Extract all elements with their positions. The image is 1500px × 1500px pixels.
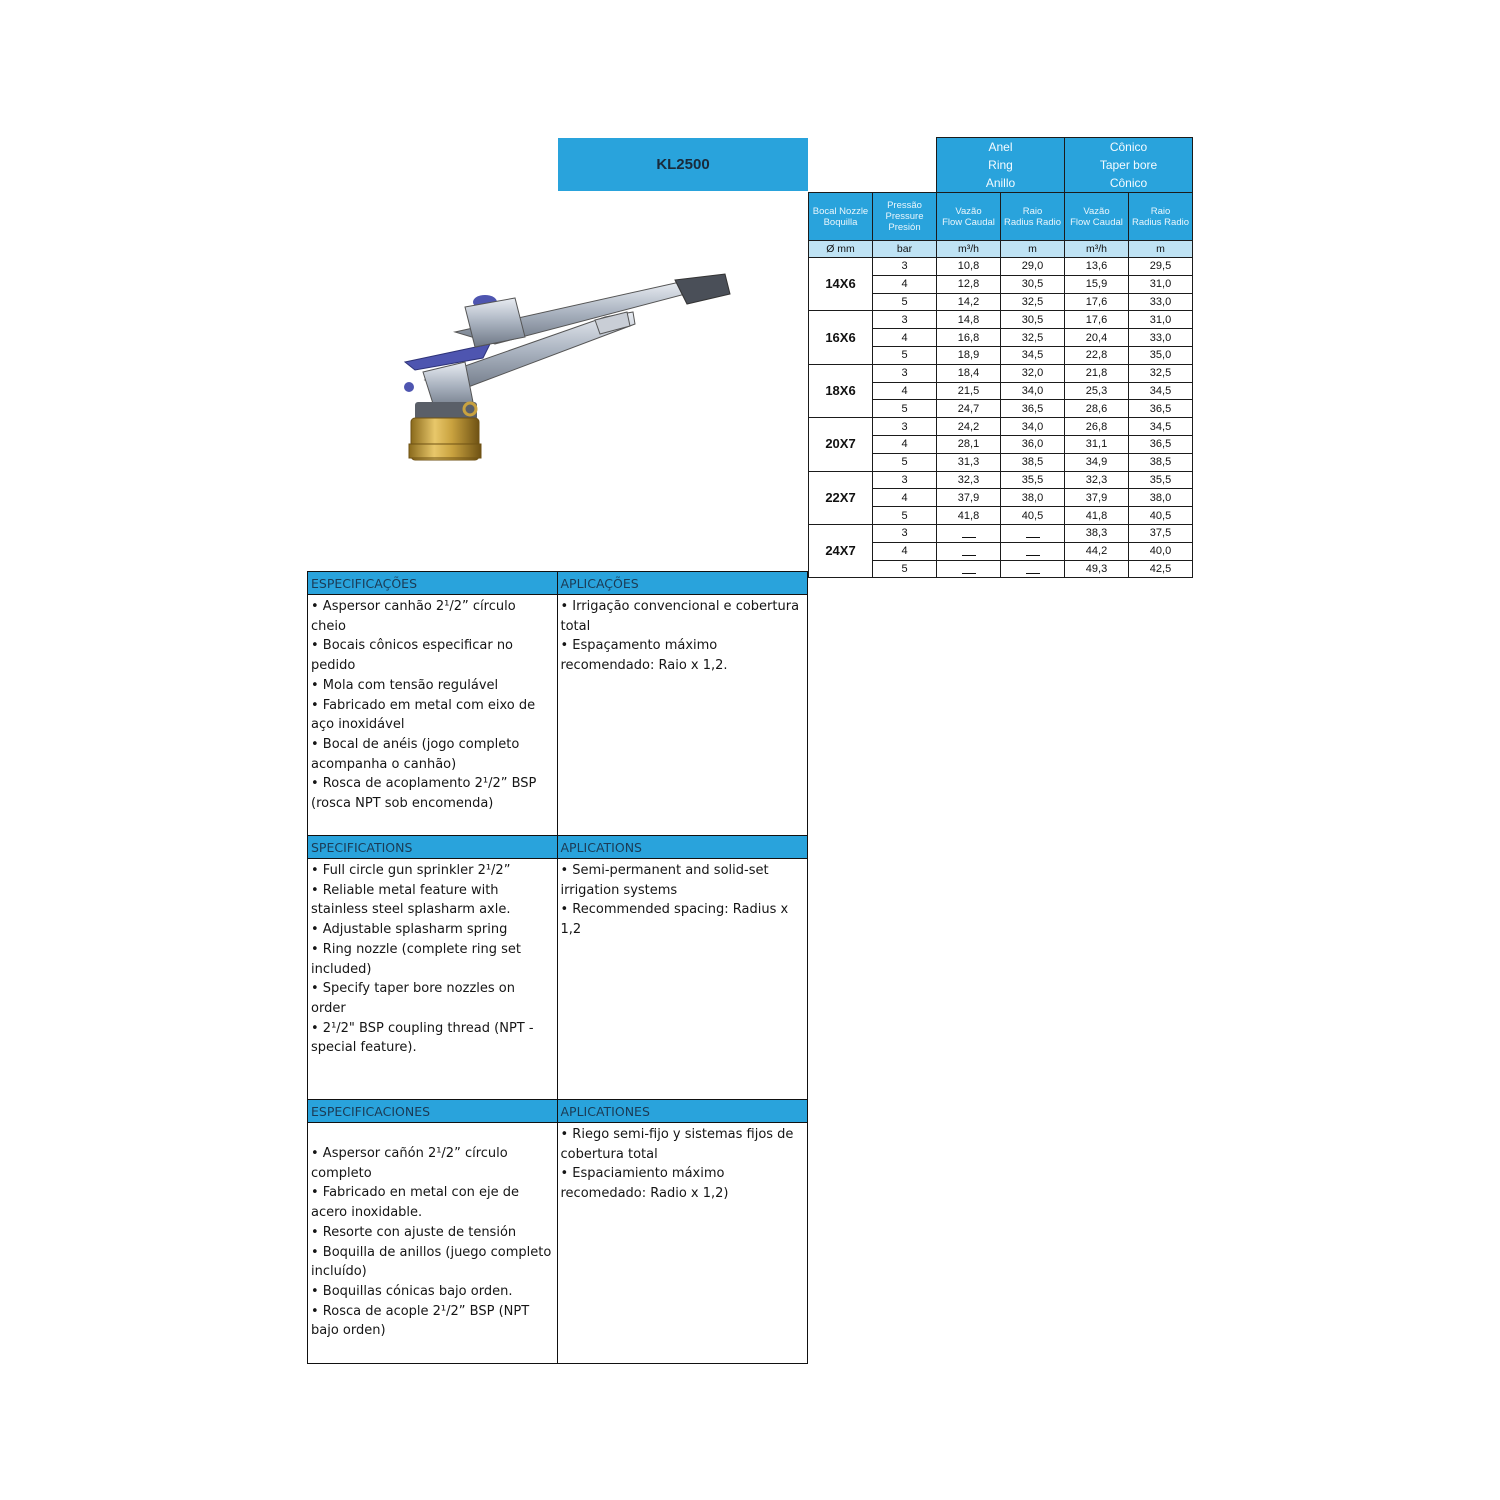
- value-cell: 31,3: [937, 453, 1001, 471]
- list-item: • Boquilla de anillos (juego completo incluído): [311, 1244, 552, 1280]
- list-item: • Resorte con ajuste de tensión: [311, 1224, 517, 1240]
- value-cell: 36,5: [1001, 400, 1065, 418]
- value-cell: 22,8: [1065, 346, 1129, 364]
- list-item: • Riego semi-fijo y sistemas fijos de cobertura total: [560, 1127, 794, 1162]
- value-cell: 32,5: [1001, 293, 1065, 311]
- spec-title-en: SPECIFICATIONS: [308, 835, 557, 859]
- value-cell: 3: [873, 418, 937, 436]
- unit-cell: m³/h: [937, 241, 1001, 258]
- value-cell: 17,6: [1065, 311, 1129, 329]
- unit-cell: m: [1129, 241, 1193, 258]
- list-item: • Bocal de anéis (jogo completo acompanha o canhão): [311, 736, 520, 772]
- value-cell: 5: [873, 453, 937, 471]
- value-cell: 14,8: [937, 311, 1001, 329]
- value-cell: 20,4: [1065, 329, 1129, 347]
- value-cell: 31,1: [1065, 435, 1129, 453]
- value-cell: 34,5: [1001, 346, 1065, 364]
- app-list-pt: [558, 595, 808, 835]
- nozzle-cell: 24X7: [809, 524, 873, 577]
- value-cell: 13,6: [1065, 258, 1129, 276]
- value-cell: 5: [873, 400, 937, 418]
- value-cell: 4: [873, 435, 937, 453]
- app-title-en: APLICATIONS: [558, 835, 808, 859]
- value-cell: 5: [873, 560, 937, 578]
- value-cell: 26,8: [1065, 418, 1129, 436]
- value-cell: 44,2: [1065, 542, 1129, 560]
- app-title-es: APLICATIONES: [558, 1099, 808, 1123]
- value-cell: 40,0: [1129, 542, 1193, 560]
- value-cell: 5: [873, 293, 937, 311]
- nozzle-cell: 18X6: [809, 364, 873, 417]
- value-cell: 34,0: [1001, 382, 1065, 400]
- value-cell: 32,0: [1001, 364, 1065, 382]
- value-cell: 29,0: [1001, 258, 1065, 276]
- taper-group-header: Cônico Taper bore Cônico: [1065, 138, 1193, 193]
- dash-placeholder: [962, 549, 976, 556]
- dash-placeholder: [1026, 549, 1040, 556]
- col-header-ring-flow: Vazão Flow Caudal: [937, 193, 1001, 241]
- list-item: • Ring nozzle (complete ring set included): [311, 941, 522, 977]
- dash-placeholder: [1026, 567, 1040, 574]
- nozzle-cell: 22X7: [809, 471, 873, 524]
- ring-group-header: Anel Ring Anillo: [937, 138, 1065, 193]
- product-title: KL2500: [558, 138, 808, 191]
- value-cell: 30,5: [1001, 275, 1065, 293]
- table-row: [809, 311, 1193, 329]
- nozzle-cell: 16X6: [809, 311, 873, 364]
- nozzle-cell: 20X7: [809, 418, 873, 471]
- value-cell: 42,5: [1129, 560, 1193, 578]
- value-cell: 18,9: [937, 346, 1001, 364]
- value-cell: 17,6: [1065, 293, 1129, 311]
- list-item: • Espaçamento máximo recomendado: Raio x 1,2.: [560, 638, 728, 674]
- list-item: • Recommended spacing: Radius x 1,2: [560, 902, 789, 938]
- list-item: • Boquillas cónicas bajo orden.: [311, 1283, 513, 1299]
- value-cell: 3: [873, 258, 937, 276]
- unit-cell: m³/h: [1065, 241, 1129, 258]
- dash-placeholder: [962, 531, 976, 538]
- value-cell: 10,8: [937, 258, 1001, 276]
- list-item: • Mola com tensão regulável: [311, 677, 499, 693]
- list-item: • Bocais cônicos especificar no pedido: [311, 638, 514, 674]
- unit-cell: bar: [873, 241, 937, 258]
- value-cell: 38,0: [1129, 489, 1193, 507]
- spec-title-pt: ESPECIFICAÇÕES: [308, 572, 557, 595]
- table-row: [809, 364, 1193, 382]
- value-cell: 3: [873, 311, 937, 329]
- value-cell: 41,8: [1065, 507, 1129, 525]
- table-row: [809, 418, 1193, 436]
- value-cell: 36,5: [1129, 400, 1193, 418]
- value-cell: [937, 560, 1001, 578]
- value-cell: 33,0: [1129, 293, 1193, 311]
- value-cell: 37,5: [1129, 524, 1193, 542]
- spec-grid: [307, 571, 808, 1364]
- dash-placeholder: [962, 567, 976, 574]
- value-cell: 34,5: [1129, 418, 1193, 436]
- value-cell: 16,8: [937, 329, 1001, 347]
- col-header-nozzle: Bocal Nozzle Boquilla: [809, 193, 873, 241]
- list-item: • 2¹/2" BSP coupling thread (NPT - special feature).: [311, 1020, 534, 1056]
- spec-title-es: ESPECIFICACIONES: [308, 1099, 557, 1123]
- value-cell: 38,3: [1065, 524, 1129, 542]
- list-item: • Irrigação convencional e cobertura total: [560, 599, 800, 634]
- value-cell: 4: [873, 382, 937, 400]
- value-cell: 5: [873, 507, 937, 525]
- value-cell: 31,0: [1129, 275, 1193, 293]
- col-header-taper-radius: Raio Radius Radio: [1129, 193, 1193, 241]
- value-cell: 18,4: [937, 364, 1001, 382]
- value-cell: 34,9: [1065, 453, 1129, 471]
- value-cell: 34,5: [1129, 382, 1193, 400]
- app-list-en: [558, 859, 808, 1099]
- value-cell: 32,5: [1001, 329, 1065, 347]
- value-cell: [1001, 524, 1065, 542]
- value-cell: 40,5: [1129, 507, 1193, 525]
- nozzle-cell: 14X6: [809, 258, 873, 311]
- value-cell: 3: [873, 524, 937, 542]
- value-cell: [937, 542, 1001, 560]
- value-cell: 40,5: [1001, 507, 1065, 525]
- dash-placeholder: [1026, 531, 1040, 538]
- col-header-taper-flow: Vazão Flow Caudal: [1065, 193, 1129, 241]
- value-cell: 38,5: [1001, 453, 1065, 471]
- value-cell: [937, 524, 1001, 542]
- value-cell: 32,5: [1129, 364, 1193, 382]
- value-cell: 37,9: [937, 489, 1001, 507]
- value-cell: 4: [873, 542, 937, 560]
- list-item: • Espaciamiento máximo recomedado: Radio x 1,2): [560, 1166, 729, 1202]
- list-item: • Adjustable splasharm spring: [311, 922, 508, 938]
- value-cell: 30,5: [1001, 311, 1065, 329]
- list-item: • Fabricado em metal com eixo de aço inoxidável: [311, 697, 536, 733]
- list-item: • Rosca de acoplamento 2¹/2” BSP (rosca NPT sob encomenda): [311, 776, 537, 812]
- unit-cell: m: [1001, 241, 1065, 258]
- value-cell: [1001, 542, 1065, 560]
- app-title-pt: APLICAÇÕES: [558, 572, 808, 595]
- value-cell: 35,5: [1129, 471, 1193, 489]
- spec-list-pt: [308, 595, 557, 835]
- value-cell: 36,5: [1129, 435, 1193, 453]
- list-item: • Full circle gun sprinkler 2¹/2”: [311, 863, 511, 878]
- list-item: • Semi-permanent and solid-set irrigation systems: [560, 863, 769, 898]
- value-cell: 49,3: [1065, 560, 1129, 578]
- list-item: • Reliable metal feature with stainless steel splasharm axle.: [311, 882, 511, 918]
- value-cell: 29,5: [1129, 258, 1193, 276]
- value-cell: 32,3: [1065, 471, 1129, 489]
- value-cell: 32,3: [937, 471, 1001, 489]
- value-cell: 4: [873, 489, 937, 507]
- value-cell: 12,8: [937, 275, 1001, 293]
- value-cell: 21,8: [1065, 364, 1129, 382]
- value-cell: 28,1: [937, 435, 1001, 453]
- list-item: • Fabricado en metal con eje de acero inoxidable.: [311, 1185, 520, 1221]
- value-cell: 34,0: [1001, 418, 1065, 436]
- value-cell: 35,5: [1001, 471, 1065, 489]
- value-cell: [1001, 560, 1065, 578]
- flow-table: [808, 137, 1193, 578]
- value-cell: 24,7: [937, 400, 1001, 418]
- value-cell: 3: [873, 364, 937, 382]
- value-cell: 4: [873, 329, 937, 347]
- value-cell: 28,6: [1065, 400, 1129, 418]
- list-item: • Aspersor cañón 2¹/2” círculo completo: [311, 1146, 508, 1181]
- value-cell: 33,0: [1129, 329, 1193, 347]
- list-item: • Aspersor canhão 2¹/2” círculo cheio: [311, 599, 516, 634]
- spec-list-en: [308, 859, 557, 1099]
- value-cell: 38,0: [1001, 489, 1065, 507]
- col-header-pressure: Pressão Pressure Presión: [873, 193, 937, 241]
- value-cell: 4: [873, 275, 937, 293]
- table-row: [809, 524, 1193, 542]
- value-cell: 25,3: [1065, 382, 1129, 400]
- sprinkler-image: [395, 262, 740, 467]
- list-item: • Rosca de acople 2¹/2” BSP (NPT bajo orden): [311, 1303, 530, 1339]
- spec-list-es: [308, 1123, 557, 1363]
- col-header-ring-radius: Raio Radius Radio: [1001, 193, 1065, 241]
- value-cell: 14,2: [937, 293, 1001, 311]
- list-item: • Specify taper bore nozzles on order: [311, 981, 515, 1016]
- app-list-es: [558, 1123, 808, 1363]
- value-cell: 21,5: [937, 382, 1001, 400]
- value-cell: 5: [873, 346, 937, 364]
- value-cell: 41,8: [937, 507, 1001, 525]
- value-cell: 24,2: [937, 418, 1001, 436]
- unit-cell: Ø mm: [809, 241, 873, 258]
- value-cell: 38,5: [1129, 453, 1193, 471]
- value-cell: 3: [873, 471, 937, 489]
- table-row: [809, 258, 1193, 276]
- table-row: [809, 471, 1193, 489]
- value-cell: 15,9: [1065, 275, 1129, 293]
- value-cell: 37,9: [1065, 489, 1129, 507]
- value-cell: 31,0: [1129, 311, 1193, 329]
- value-cell: 36,0: [1001, 435, 1065, 453]
- value-cell: 35,0: [1129, 346, 1193, 364]
